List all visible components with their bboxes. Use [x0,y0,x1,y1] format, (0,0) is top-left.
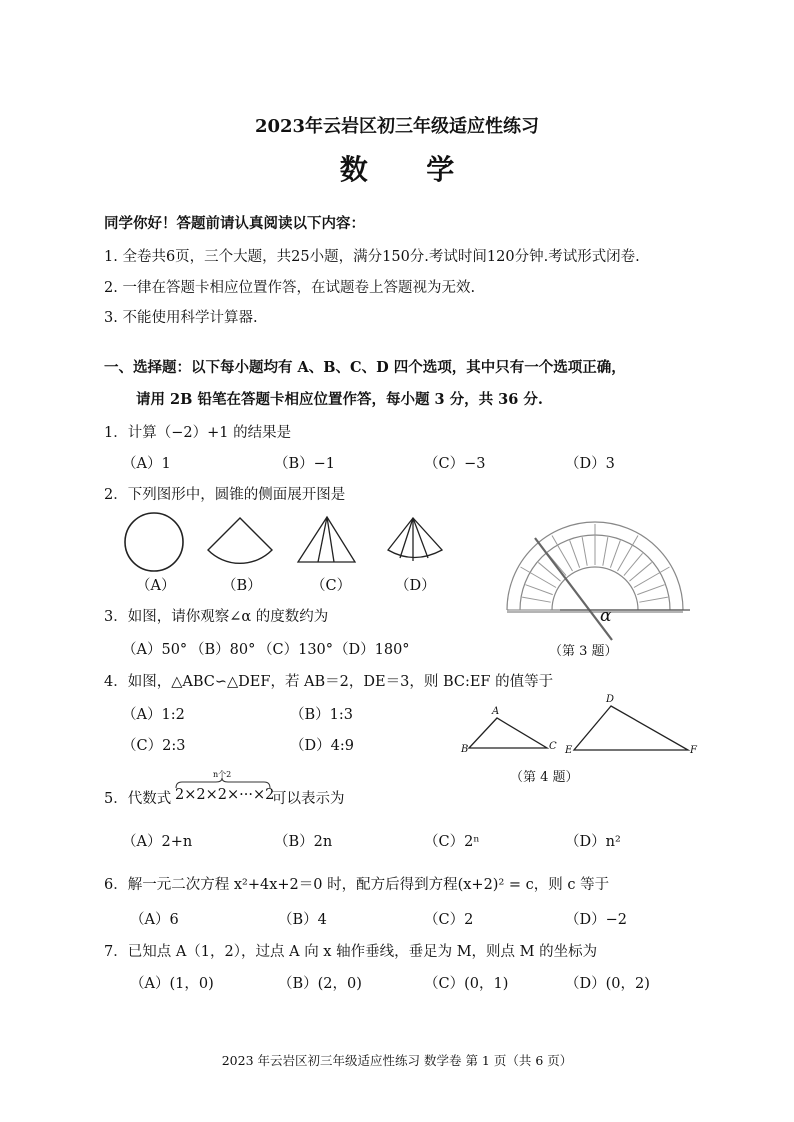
q5-stem-suffix: 可以表示为 [272,791,345,807]
q4-point-f: F [690,745,697,756]
q4-option-c: （C）2:3 [122,738,186,754]
q6-option-b: （B）4 [278,912,327,928]
q2-label-b: （B） [222,578,262,594]
q3-stem: 3．如图，请你观察∠α 的度数约为 [104,609,329,625]
q4-caption: （第 4 题） [510,770,579,785]
q5-option-c: （C）2ⁿ [424,834,480,850]
q1-option-a: （A）1 [122,456,171,472]
q1-option-b: （B）−1 [274,456,336,472]
q3-option-c: （C）130° [258,642,334,658]
q4-option-a: （A）1:2 [122,707,185,723]
q3-option-d: （D）180° [334,642,410,658]
q7-option-a: （A）(1，0) [130,976,214,992]
q4-option-b: （B）1:3 [290,707,353,723]
q6-stem: 6．解一元二次方程 x²+4x+2＝0 时，配方后得到方程(x+2)² = c，则 c 等于 [104,877,610,893]
subject-title: 数 学 [339,153,455,186]
q3-option-a: （A）50° [122,642,188,658]
notice-heading: 同学你好！答题前请认真阅读以下内容： [104,215,365,232]
q4-point-c: C [549,741,557,752]
q4-point-e: E [565,745,573,756]
q2-label-a: （A） [136,578,176,594]
notice-item-3: 3. 不能使用科学计算器. [104,310,258,326]
q3-option-b: （B）80° [190,642,256,658]
q6-option-a: （A）6 [130,912,179,928]
q1-option-d: （D）3 [565,456,615,472]
q1-stem: 1．计算（−2）+1 的结果是 [104,425,292,441]
q5-option-d: （D）n² [565,834,621,850]
q2-stem: 2．下列图形中，圆锥的侧面展开图是 [104,487,346,503]
q5-expression: 2×2×2×···×2 [175,787,275,803]
q3-caption: （第 3 题） [549,644,618,659]
q5-stem-prefix: 5．代数式 [104,791,172,807]
exam-title: 2023年云岩区初三年级适应性练习 [254,116,540,137]
q6-option-c: （C）2 [424,912,474,928]
section1-line1: 一、选择题：以下每小题均有 A、B、C、D 四个选项，其中只有一个选项正确， [104,359,626,376]
q4-point-d: D [606,694,615,705]
q4-option-d: （D）4:9 [290,738,354,754]
q5-option-b: （B）2n [274,834,333,850]
page-footer: 2023 年云岩区初三年级适应性练习 数学卷 第 1 页（共 6 页） [221,1053,573,1068]
q5-option-a: （A）2+n [122,834,193,850]
q6-option-d: （D）−2 [565,912,628,928]
q7-option-b: （B）(2，0) [278,976,362,992]
q5-brace-label: n个2 [213,770,232,779]
notice-item-2: 2. 一律在答题卡相应位置作答，在试题卷上答题视为无效. [104,280,476,296]
q4-point-b: B [461,744,469,755]
q2-label-c: （C） [311,578,352,594]
q3-alpha-label: α [600,606,612,626]
q4-point-a: A [492,706,500,717]
q7-option-c: （C）(0，1) [424,976,509,992]
q1-option-c: （C）−3 [424,456,486,472]
notice-item-1: 1. 全卷共6页，三个大题，共25小题，满分150分.考试时间120分钟.考试形式闭卷. [104,249,640,265]
q4-stem: 4．如图，△ABC∽△DEF，若 AB＝2，DE＝3，则 BC:EF 的值等于 [104,674,554,690]
q2-label-d: （D） [395,578,436,594]
q7-option-d: （D）(0，2) [565,976,650,992]
q7-stem: 7．已知点 A（1，2），过点 A 向 x 轴作垂线，垂足为 M，则点 M 的坐标为 [104,944,598,960]
section1-line2: 请用 2B 铅笔在答题卡相应位置作答，每小题 3 分，共 36 分. [136,391,543,408]
